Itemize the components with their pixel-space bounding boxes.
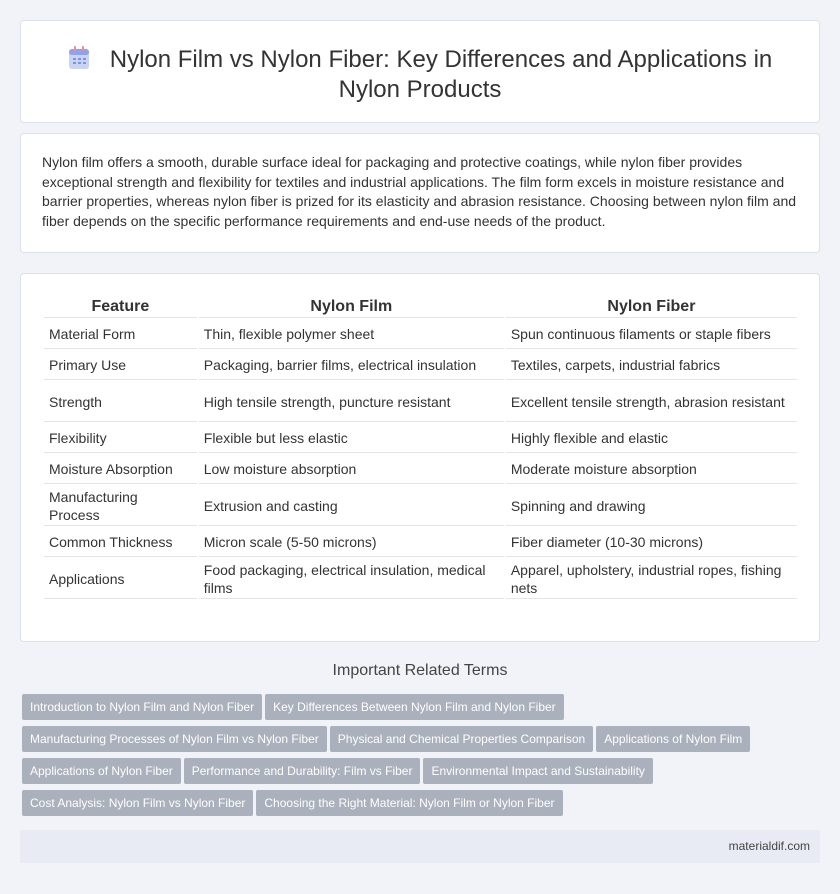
table-row	[44, 486, 797, 526]
related-term-tag[interactable]: Performance and Durability: Film vs Fiber	[184, 758, 421, 784]
cell-film: Packaging, barrier films, electrical insulation	[199, 351, 504, 380]
table-row	[44, 528, 797, 557]
cell-feature: Material Form	[44, 320, 197, 349]
cell-feature: Applications	[44, 559, 197, 599]
cell-feature: Primary Use	[44, 351, 197, 380]
cell-fiber: Excellent tensile strength, abrasion resistant	[506, 382, 797, 422]
cell-feature: Manufacturing Process	[44, 486, 197, 526]
cell-feature: Flexibility	[44, 424, 197, 453]
page-title	[61, 45, 779, 105]
table-row	[44, 559, 797, 599]
intro-card	[20, 133, 820, 253]
title-line-1: Nylon Film vs Nylon Fiber: Key Differences and Applications in	[109, 46, 773, 73]
header-feature: Feature	[44, 296, 197, 318]
related-term-tag[interactable]: Manufacturing Processes of Nylon Film vs Nylon Fiber	[22, 726, 327, 752]
cell-film: High tensile strength, puncture resistant	[199, 382, 504, 422]
intro-paragraph: Nylon film offers a smooth, durable surface ideal for packaging and protective coatings, while nylon fiber provides exceptional strength and flexibility for textiles and industrial applications. The film form excels in moisture resistance and barrier properties, whereas nylon fiber is prized for its elasticity and abrasion resistance. Choosing between nylon film and fiber depends on the specific performance requirements and end-use needs of the product.	[42, 154, 797, 229]
cell-feature: Moisture Absorption	[44, 455, 197, 484]
cell-film: Food packaging, electrical insulation, medical films	[199, 559, 504, 599]
cell-feature: Strength	[44, 382, 197, 422]
related-terms-list	[22, 694, 782, 822]
cell-fiber: Apparel, upholstery, industrial ropes, fishing nets	[506, 559, 797, 599]
related-term-tag[interactable]: Applications of Nylon Fiber	[22, 758, 181, 784]
cell-fiber: Spinning and drawing	[506, 486, 797, 526]
related-terms-heading: Important Related Terms	[332, 662, 508, 679]
calendar-icon	[68, 46, 90, 70]
cell-fiber: Fiber diameter (10-30 microns)	[506, 528, 797, 557]
table-row	[44, 320, 797, 349]
comparison-table	[42, 294, 799, 601]
title-line-2: Nylon Products	[338, 76, 502, 103]
cell-film: Flexible but less elastic	[199, 424, 504, 453]
cell-fiber: Highly flexible and elastic	[506, 424, 797, 453]
cell-fiber: Textiles, carpets, industrial fabrics	[506, 351, 797, 380]
cell-film: Low moisture absorption	[199, 455, 504, 484]
cell-film: Micron scale (5-50 microns)	[199, 528, 504, 557]
table-row	[44, 424, 797, 453]
related-term-tag[interactable]: Cost Analysis: Nylon Film vs Nylon Fiber	[22, 790, 253, 816]
site-name[interactable]: materialdif.com	[728, 839, 810, 853]
comparison-card	[20, 273, 820, 642]
related-term-tag[interactable]: Environmental Impact and Sustainability	[423, 758, 652, 784]
related-term-tag[interactable]: Introduction to Nylon Film and Nylon Fiber	[22, 694, 262, 720]
cell-fiber: Moderate moisture absorption	[506, 455, 797, 484]
cell-film: Extrusion and casting	[199, 486, 504, 526]
header-nylon-fiber: Nylon Fiber	[506, 296, 797, 318]
cell-feature: Common Thickness	[44, 528, 197, 557]
cell-film: Thin, flexible polymer sheet	[199, 320, 504, 349]
header-nylon-film: Nylon Film	[199, 296, 504, 318]
table-row	[44, 382, 797, 422]
cell-fiber: Spun continuous filaments or staple fibers	[506, 320, 797, 349]
related-term-tag[interactable]: Physical and Chemical Properties Comparison	[330, 726, 593, 752]
footer	[20, 830, 820, 863]
table-row	[44, 351, 797, 380]
related-term-tag[interactable]: Choosing the Right Material: Nylon Film or Nylon Fiber	[256, 790, 562, 816]
title-card	[20, 20, 820, 123]
table-row	[44, 455, 797, 484]
related-term-tag[interactable]: Key Differences Between Nylon Film and Nylon Fiber	[265, 694, 564, 720]
related-term-tag[interactable]: Applications of Nylon Film	[596, 726, 750, 752]
